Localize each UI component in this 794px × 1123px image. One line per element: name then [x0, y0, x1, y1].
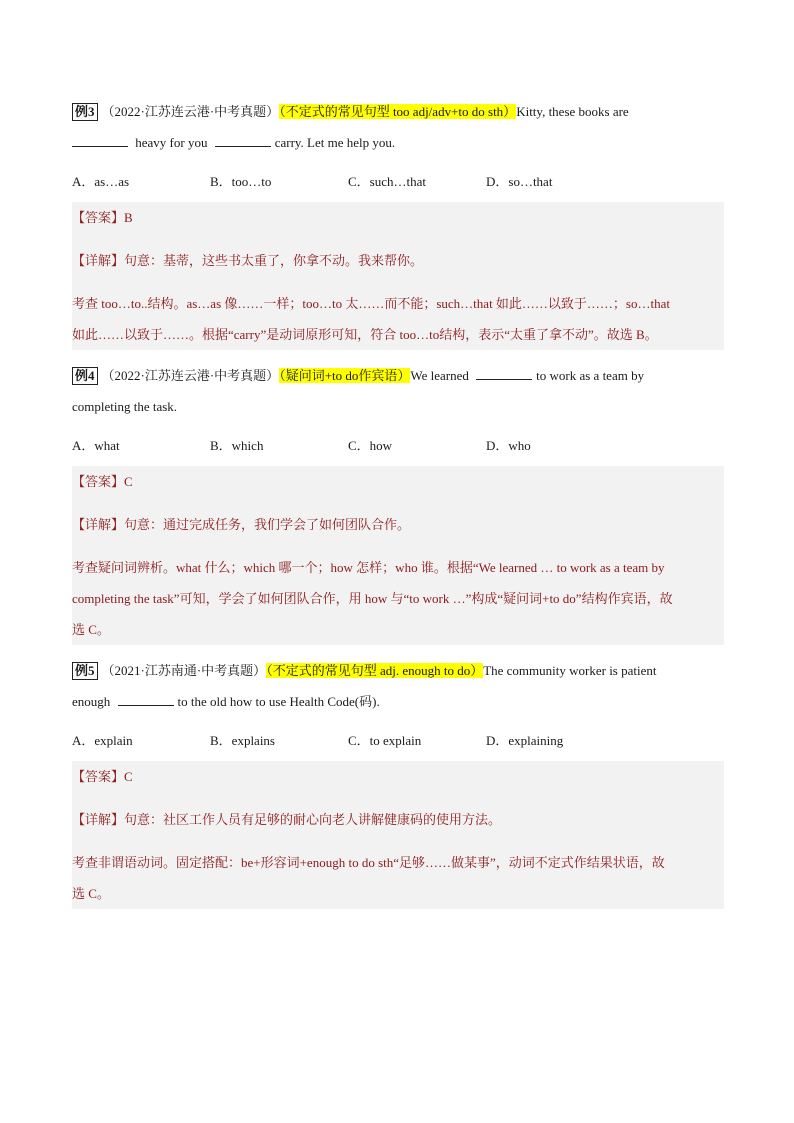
grammar-highlight: （疑问词+to do作宾语）	[279, 368, 411, 383]
document-page	[72, 96, 724, 909]
option-d: D．who	[486, 437, 531, 453]
question-text: We learned	[410, 368, 469, 383]
option-b: B．which	[210, 437, 264, 453]
option-d: D．so…that	[486, 173, 553, 189]
analysis-text: 考查 too…to..结构。as…as 像……一样；too…to 太……而不能；such…that 如此……以致于……；so…that	[72, 296, 670, 311]
question-source: （2021·江苏南通·中考真题）	[101, 663, 267, 678]
example-tag: 例4	[72, 367, 98, 385]
answer-blank	[72, 134, 128, 147]
answer-box	[72, 466, 724, 645]
option-b: B．too…to	[210, 173, 272, 189]
example-3	[72, 96, 724, 350]
option-d: D．explaining	[486, 732, 564, 748]
detail-text: 【详解】句意：通过完成任务，我们学会了如何团队合作。	[72, 517, 411, 532]
option-b: B．explains	[210, 732, 275, 748]
option-c: C．to explain	[348, 732, 422, 748]
answer-text: 【答案】C	[72, 769, 133, 784]
answer-text: 【答案】B	[72, 210, 133, 225]
question-text: heavy for you	[135, 135, 208, 150]
grammar-highlight: （不定式的常见句型 adj. enough to do）	[266, 663, 484, 678]
detail-text: 【详解】句意：社区工作人员有足够的耐心向老人讲解健康码的使用方法。	[72, 812, 502, 827]
question-line	[72, 360, 724, 391]
question-line	[72, 655, 724, 686]
option-a: A．what	[72, 437, 120, 453]
analysis-text: completing the task”可知，学会了如何团队合作，用 how 与“to work …”构成“疑问词+to do”结构作宾语，故	[72, 591, 673, 606]
options-row	[72, 422, 724, 466]
example-tag: 例3	[72, 103, 98, 121]
analysis-text: 选 C。	[72, 622, 110, 637]
example-tag: 例5	[72, 662, 98, 680]
question-text: to work as a team by	[536, 368, 645, 383]
question-text: carry. Let me help you.	[274, 135, 396, 150]
option-c: C．such…that	[348, 173, 426, 189]
option-a: A．as…as	[72, 173, 130, 189]
answer-text: 【答案】C	[72, 474, 133, 489]
analysis-text: 考查非谓语动词。固定搭配：be+形容词+enough to do sth“足够……做某事”，动词不定式作结果状语，故	[72, 855, 665, 870]
question-source: （2022·江苏连云港·中考真题）	[101, 104, 280, 119]
question-line	[72, 96, 724, 127]
question-text: enough	[72, 694, 111, 709]
question-line	[72, 686, 724, 717]
answer-box	[72, 761, 724, 909]
detail-text: 【详解】句意：基蒂，这些书太重了，你拿不动。我来帮你。	[72, 253, 424, 268]
analysis-text: 考查疑问词辨析。what 什么；which 哪一个；how 怎样；who 谁。根据“We learned … to work as a team by	[72, 560, 665, 575]
answer-blank	[476, 367, 532, 380]
question-line	[72, 127, 724, 158]
question-source: （2022·江苏连云港·中考真题）	[101, 368, 280, 383]
options-row	[72, 158, 724, 202]
options-row	[72, 717, 724, 761]
question-text: The community worker is patient	[483, 663, 657, 678]
example-4	[72, 360, 724, 645]
option-a: A．explain	[72, 732, 133, 748]
answer-blank	[118, 693, 174, 706]
grammar-highlight: （不定式的常见句型 too adj/adv+to do sth）	[279, 104, 517, 119]
example-5	[72, 655, 724, 909]
option-c: C．how	[348, 437, 393, 453]
question-text: Kitty, these books are	[516, 104, 629, 119]
answer-blank	[215, 134, 271, 147]
analysis-text: 选 C。	[72, 886, 110, 901]
question-line: completing the task.	[72, 399, 178, 414]
analysis-text: 如此……以致于……。根据“carry”是动词原形可知，符合 too…to结构，表示“太重了拿不动”。故选 B。	[72, 327, 658, 342]
question-text: to the old how to use Health Code(码).	[177, 694, 380, 709]
answer-box	[72, 202, 724, 350]
